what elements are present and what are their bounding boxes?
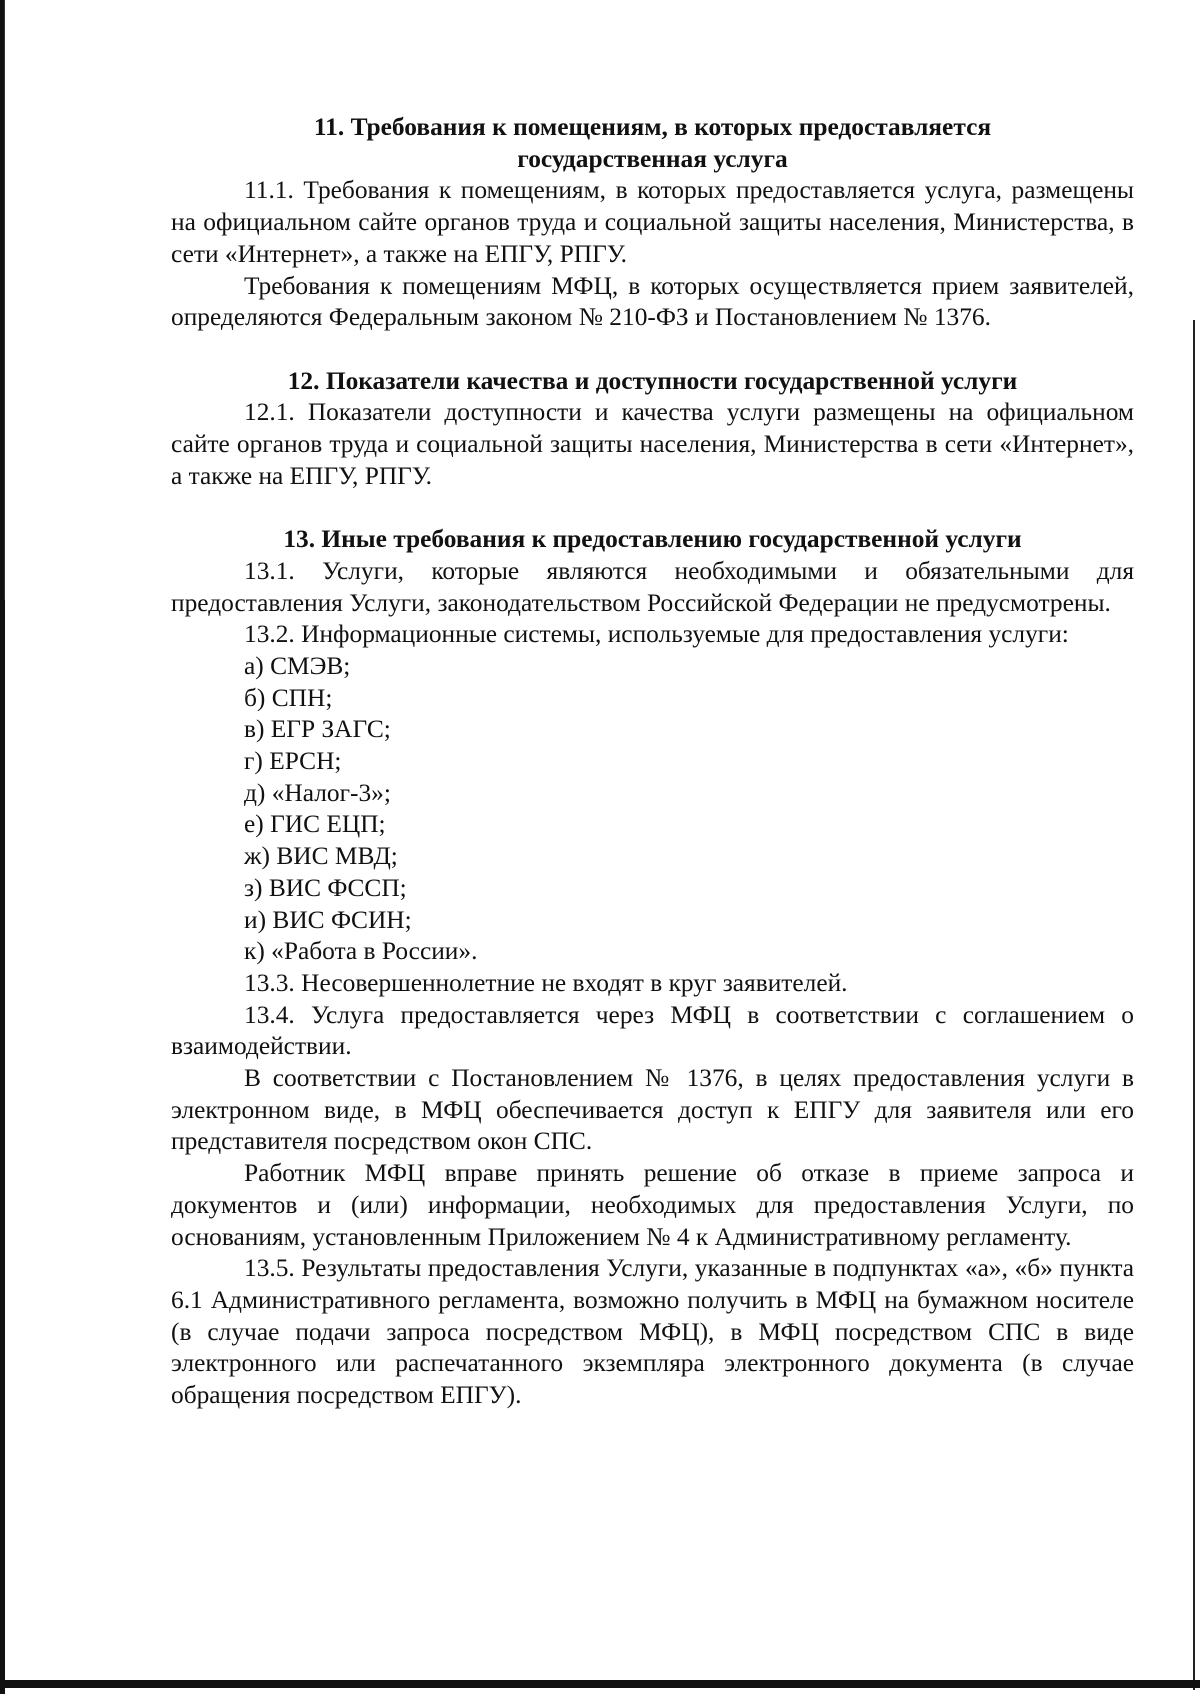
list-item: в) ЕГР ЗАГС;	[244, 715, 391, 744]
list-item: з) ВИС ФССП;	[244, 873, 407, 902]
paragraph-13-4-refusal: Работник МФЦ вправе принять решение об отказе в приеме запроса и документов и (или) информации, необходимых для предоставления Услуги, по основаниям, установленным Приложением № 4 к Административному регламенту.	[171, 1159, 1134, 1251]
list-item: а) СМЭВ;	[244, 651, 351, 680]
scan-border-right	[1193, 320, 1195, 1690]
section-12	[171, 366, 1134, 493]
list-item: и) ВИС ФСИН;	[244, 905, 412, 934]
scan-border-left-inner	[4, 0, 5, 600]
section-13-heading: 13. Иные требования к предоставлению государственной услуги	[283, 525, 1022, 554]
paragraph-13-4: 13.4. Услуга предоставляется через МФЦ в соответствии с соглашением о взаимодействии.	[171, 1000, 1134, 1061]
paragraph-13-3: 13.3. Несовершеннолетние не входят в круг заявителей.	[244, 968, 848, 997]
list-item: б) СПН;	[244, 683, 333, 712]
section-gap	[171, 492, 1134, 524]
paragraph-13-2: 13.2. Информационные системы, используемые для предоставления услуги:	[244, 620, 1069, 649]
paragraph-12-1: 12.1. Показатели доступности и качества услуги размещены на официальном сайте органов труда и социальной защиты населения, Министерства в сети «Интернет», а также на ЕПГУ, РПГУ.	[171, 398, 1134, 490]
scan-border-bottom	[0, 1680, 1200, 1688]
paragraph-13-1: 13.1. Услуги, которые являются необходимыми и обязательными для предоставления Услуги, законодательством Российской Федерации не предусмотрены.	[171, 556, 1134, 617]
paragraph-13-4-access: В соответствии с Постановлением № 1376, в целях предоставления услуги в электронном виде, в МФЦ обеспечивается доступ к ЕПГУ для заявителя или его представителя посредством окон СПС.	[171, 1064, 1134, 1156]
paragraph-13-5: 13.5. Результаты предоставления Услуги, указанные в подпунктах «а», «б» пункта 6.1 Административного регламента, возможно получить в МФЦ на бумажном носителе (в случае подачи запроса посредством МФЦ), в МФЦ посредством СПС в виде электронного или распечатанного экземпляра электронного документа (в случае обращения посредством ЕПГУ).	[171, 1254, 1134, 1410]
section-13	[171, 524, 1134, 1412]
section-11-heading: 11. Требования к помещениям, в которых предоставляется государственная услуга	[313, 113, 992, 173]
list-item: д) «Налог-3»;	[244, 778, 391, 807]
list-item: г) ЕРСН;	[244, 747, 342, 776]
section-12-heading: 12. Показатели качества и доступности государственной услуги	[287, 366, 1018, 395]
information-systems-list	[171, 651, 1134, 968]
list-item: к) «Работа в России».	[244, 937, 478, 966]
paragraph-11-1: 11.1. Требования к помещениям, в которых предоставляется услуга, размещены на официальном сайте органов труда и социальной защиты населения, Министерства, в сети «Интернет», а также на ЕПГУ, РПГУ.	[171, 176, 1134, 268]
list-item: е) ГИС ЕЦП;	[244, 810, 386, 839]
section-gap	[171, 334, 1134, 366]
document-page	[171, 112, 1134, 1412]
list-item: ж) ВИС МВД;	[244, 842, 398, 871]
section-11	[171, 112, 1134, 334]
paragraph-11-2: Требования к помещениям МФЦ, в которых осуществляется прием заявителей, определяются Федеральным законом № 210-ФЗ и Постановлением № 1376.	[171, 271, 1134, 332]
